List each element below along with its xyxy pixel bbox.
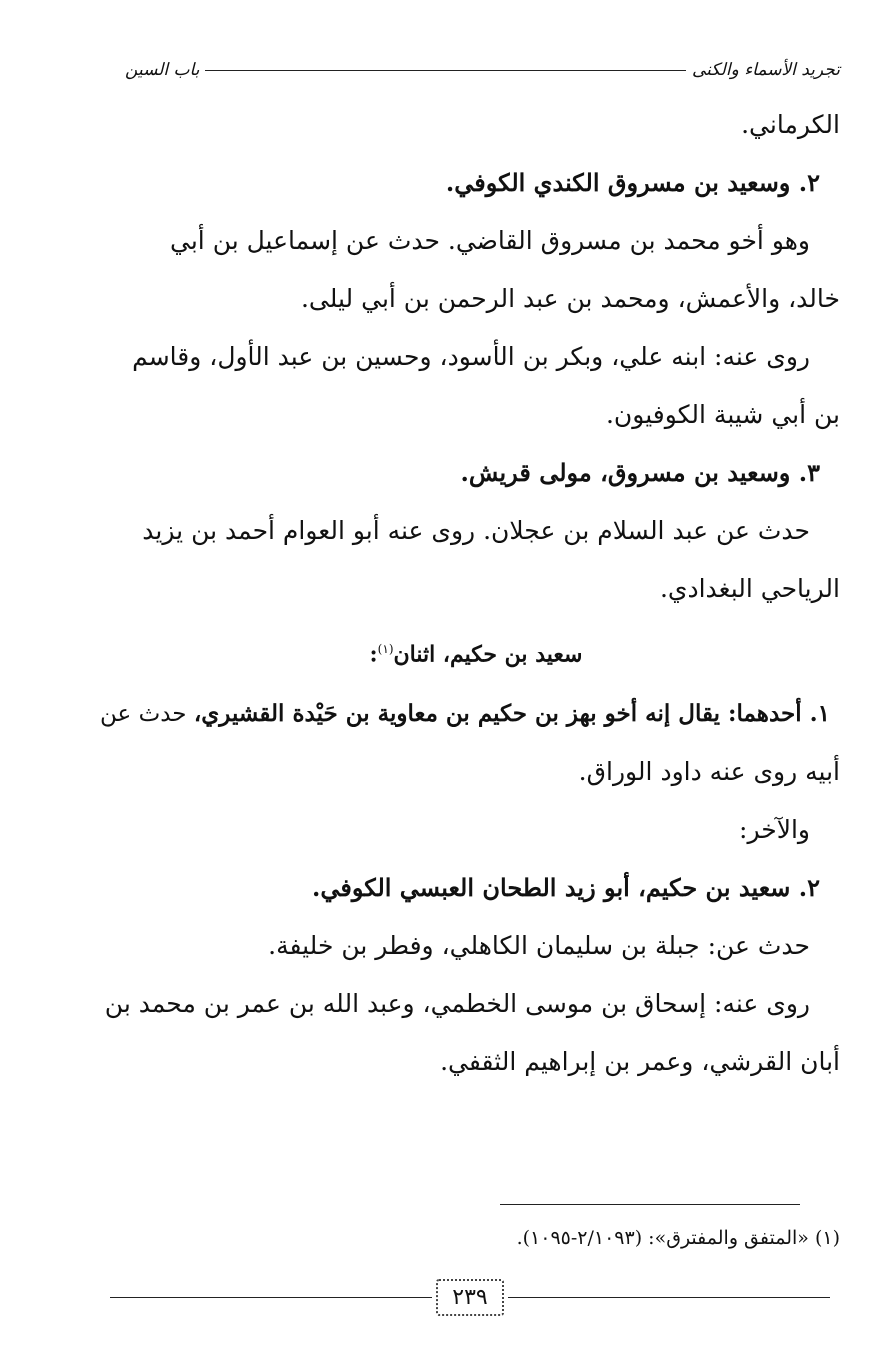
text-line: حدث عن: جبلة بن سليمان الكاهلي، وفطر بن خليفة. [268, 931, 810, 961]
text-line: وهو أخو محمد بن مسروق القاضي. حدث عن إسماعيل بن أبي [170, 226, 810, 255]
section-title-text: سعيد بن حكيم، اثنان [393, 641, 583, 668]
footer-rule-right [508, 1297, 830, 1298]
page-number: ٢٣٩ [436, 1279, 503, 1316]
footnote: (١) «المتفق والمفترق»: (٢/١٠٩٣-١٠٩٥). [516, 1227, 840, 1249]
page-footer [110, 1272, 830, 1322]
section-title [112, 618, 840, 685]
header-book-title: تجريد الأسماء والكنى [691, 60, 840, 80]
footnote-marker: (١) [377, 642, 394, 656]
entry-heading: ٢. سعيد بن حكيم، أبو زيد الطحان العبسي الكوفي. [311, 873, 820, 903]
text-line: روى عنه: إسحاق بن موسى الخطمي، وعبد الله بن عمر بن محمد بن [104, 989, 810, 1019]
text-line: حدث عن عبد السلام بن عجلان. روى عنه أبو العوام أحمد بن يزيد [142, 516, 810, 545]
entry-heading: ٣. وسعيد بن مسروق، مولى قريش. [460, 458, 820, 487]
running-header [125, 52, 840, 88]
entry-heading: ٢. وسعيد بن مسروق الكندي الكوفي. [445, 168, 820, 197]
text-line: خالد، والأعمش، ومحمد بن عبد الرحمن بن أبي ليلى. [300, 284, 840, 313]
text-line: الكرماني. [741, 110, 840, 139]
text-line: أبان القرشي، وعمر بن إبراهيم الثقفي. [440, 1047, 840, 1077]
text-line: بن أبي شيبة الكوفيون. [605, 400, 840, 429]
entry-heading-inline: ١. أحدهما: يقال إنه أخو بهز بن حكيم بن معاوية بن حَيْدة القشيري، [193, 700, 830, 728]
text-line: والآخر: [739, 815, 810, 845]
header-rule [205, 70, 686, 71]
text-line [100, 685, 840, 743]
footnote-separator [500, 1204, 800, 1205]
text-line: أبيه روى عنه داود الوراق. [578, 757, 840, 787]
page-body [100, 96, 840, 1091]
header-chapter-title: باب السين [125, 60, 200, 80]
footer-rule-left [110, 1297, 432, 1298]
text-line: روى عنه: ابنه علي، وبكر بن الأسود، وحسين بن عبد الأول، وقاسم [132, 342, 810, 371]
entry-heading-rest: حدث عن [100, 701, 194, 728]
text-line: الرياحي البغدادي. [659, 574, 840, 603]
section-title-colon: : [369, 641, 378, 668]
